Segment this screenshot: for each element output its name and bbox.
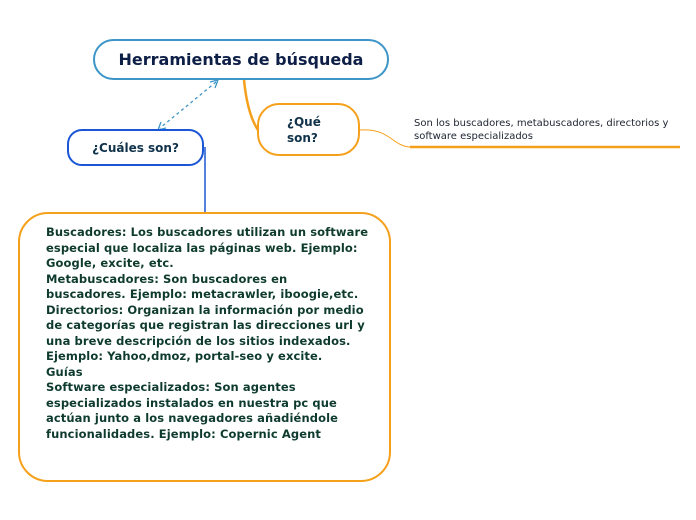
detail-metabuscadores: Metabuscadores: Son buscadores en buscadores. Ejemplo: metacrawler, iboogie,etc.: [46, 271, 359, 301]
link-main-to-cuales: [160, 82, 216, 128]
que-son-label: ¿Qué son?: [287, 114, 321, 145]
detail-software: Software especializados: Son agentes especializados instalados en nuestra pc que actúan junto a los navegadores añadiéndole funcionalidades. Ejemplo: Copernic Agent: [46, 380, 339, 441]
detail-guias: Guías: [46, 364, 83, 379]
que-son-node[interactable]: [257, 103, 360, 156]
cuales-son-node[interactable]: [67, 129, 204, 166]
que-son-answer-text: Son los buscadores, metabuscadores, directorios y software especializados: [414, 118, 669, 142]
que-son-answer[interactable]: [414, 117, 684, 143]
main-topic-label: Herramientas de búsqueda: [118, 50, 364, 69]
detail-directorios: Directorios: Organizan la información por medio de categorías que registran las direcciones url y una breve descripción de los sitios indexados. Ejemplo: Yahoo,dmoz, portal-seo y excite.: [46, 302, 365, 363]
cuales-son-label: ¿Cuáles son?: [92, 140, 179, 155]
details-node[interactable]: [18, 212, 391, 482]
link-que-to-answer: [360, 130, 410, 147]
main-topic-node[interactable]: [93, 39, 389, 80]
details-text: [46, 225, 371, 442]
link-main-to-que: [244, 80, 258, 130]
detail-buscadores: Buscadores: Los buscadores utilizan un software especial que localiza las páginas web. Ejemplo: Google, excite, etc.: [46, 225, 369, 270]
